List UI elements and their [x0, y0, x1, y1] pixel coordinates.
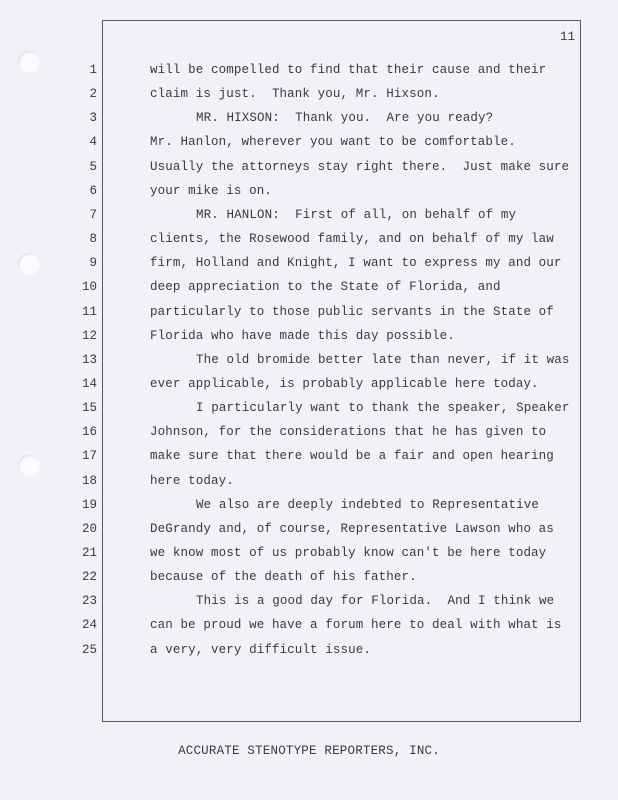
- line-number: 15: [81, 401, 97, 415]
- line-number: 17: [81, 449, 97, 463]
- transcript-line: DeGrandy and, of course, Representative Lawson who as: [150, 522, 554, 536]
- transcript-line: because of the death of his father.: [150, 570, 417, 584]
- line-number: 9: [89, 256, 97, 270]
- transcript-line: MR. HIXSON: Thank you. Are you ready?: [196, 111, 494, 125]
- transcript-line: ever applicable, is probably applicable here today.: [150, 377, 539, 391]
- line-number: 23: [81, 594, 97, 608]
- line-number: 22: [81, 570, 97, 584]
- reporter-footer: ACCURATE STENOTYPE REPORTERS, INC.: [178, 744, 440, 758]
- line-number: 4: [89, 135, 97, 149]
- line-number: 13: [81, 353, 97, 367]
- transcript-line: firm, Holland and Knight, I want to express my and our: [150, 256, 562, 270]
- transcript-line: I particularly want to thank the speaker, Speaker: [196, 401, 570, 415]
- line-number: 21: [81, 546, 97, 560]
- binder-hole-top: [18, 51, 40, 73]
- transcript-line: claim is just. Thank you, Mr. Hixson.: [150, 87, 440, 101]
- binder-hole-middle: [18, 253, 40, 275]
- line-number: 11: [81, 305, 97, 319]
- transcript-line: This is a good day for Florida. And I think we: [196, 594, 555, 608]
- line-number: 6: [89, 184, 97, 198]
- transcript-line: We also are deeply indebted to Representative: [196, 498, 539, 512]
- line-number: 7: [89, 208, 97, 222]
- transcript-line: can be proud we have a forum here to deal with what is: [150, 618, 562, 632]
- transcript-line: clients, the Rosewood family, and on behalf of my law: [150, 232, 554, 246]
- line-number: 10: [81, 280, 97, 294]
- line-number: 2: [89, 87, 97, 101]
- line-number: 12: [81, 329, 97, 343]
- line-number: 3: [89, 111, 97, 125]
- line-number: 5: [89, 160, 97, 174]
- transcript-line: particularly to those public servants in the State of: [150, 305, 554, 319]
- transcript-line: we know most of us probably know can't be here today: [150, 546, 547, 560]
- line-number: 8: [89, 232, 97, 246]
- transcript-line: deep appreciation to the State of Florida, and: [150, 280, 501, 294]
- page-number: 11: [559, 30, 575, 44]
- transcript-line: Usually the attorneys stay right there. Just make sure: [150, 160, 570, 174]
- transcript-line: your mike is on.: [150, 184, 272, 198]
- line-number: 20: [81, 522, 97, 536]
- line-number: 16: [81, 425, 97, 439]
- line-number: 24: [81, 618, 97, 632]
- transcript-line: a very, very difficult issue.: [150, 643, 372, 657]
- line-number: 14: [81, 377, 97, 391]
- transcript-line: The old bromide better late than never, if it was: [196, 353, 570, 367]
- transcript-line: here today.: [150, 474, 234, 488]
- transcript-line: Mr. Hanlon, wherever you want to be comfortable.: [150, 135, 516, 149]
- line-number: 19: [81, 498, 97, 512]
- transcript-line: make sure that there would be a fair and open hearing: [150, 449, 554, 463]
- transcript-line: Johnson, for the considerations that he has given to: [150, 425, 547, 439]
- line-number: 18: [81, 474, 97, 488]
- binder-hole-bottom: [18, 455, 40, 477]
- line-number: 25: [81, 643, 97, 657]
- transcript-line: Florida who have made this day possible.: [150, 329, 455, 343]
- line-number: 1: [89, 63, 97, 77]
- transcript-line: MR. HANLON: First of all, on behalf of my: [196, 208, 517, 222]
- transcript-line: will be compelled to find that their cause and their: [150, 63, 547, 77]
